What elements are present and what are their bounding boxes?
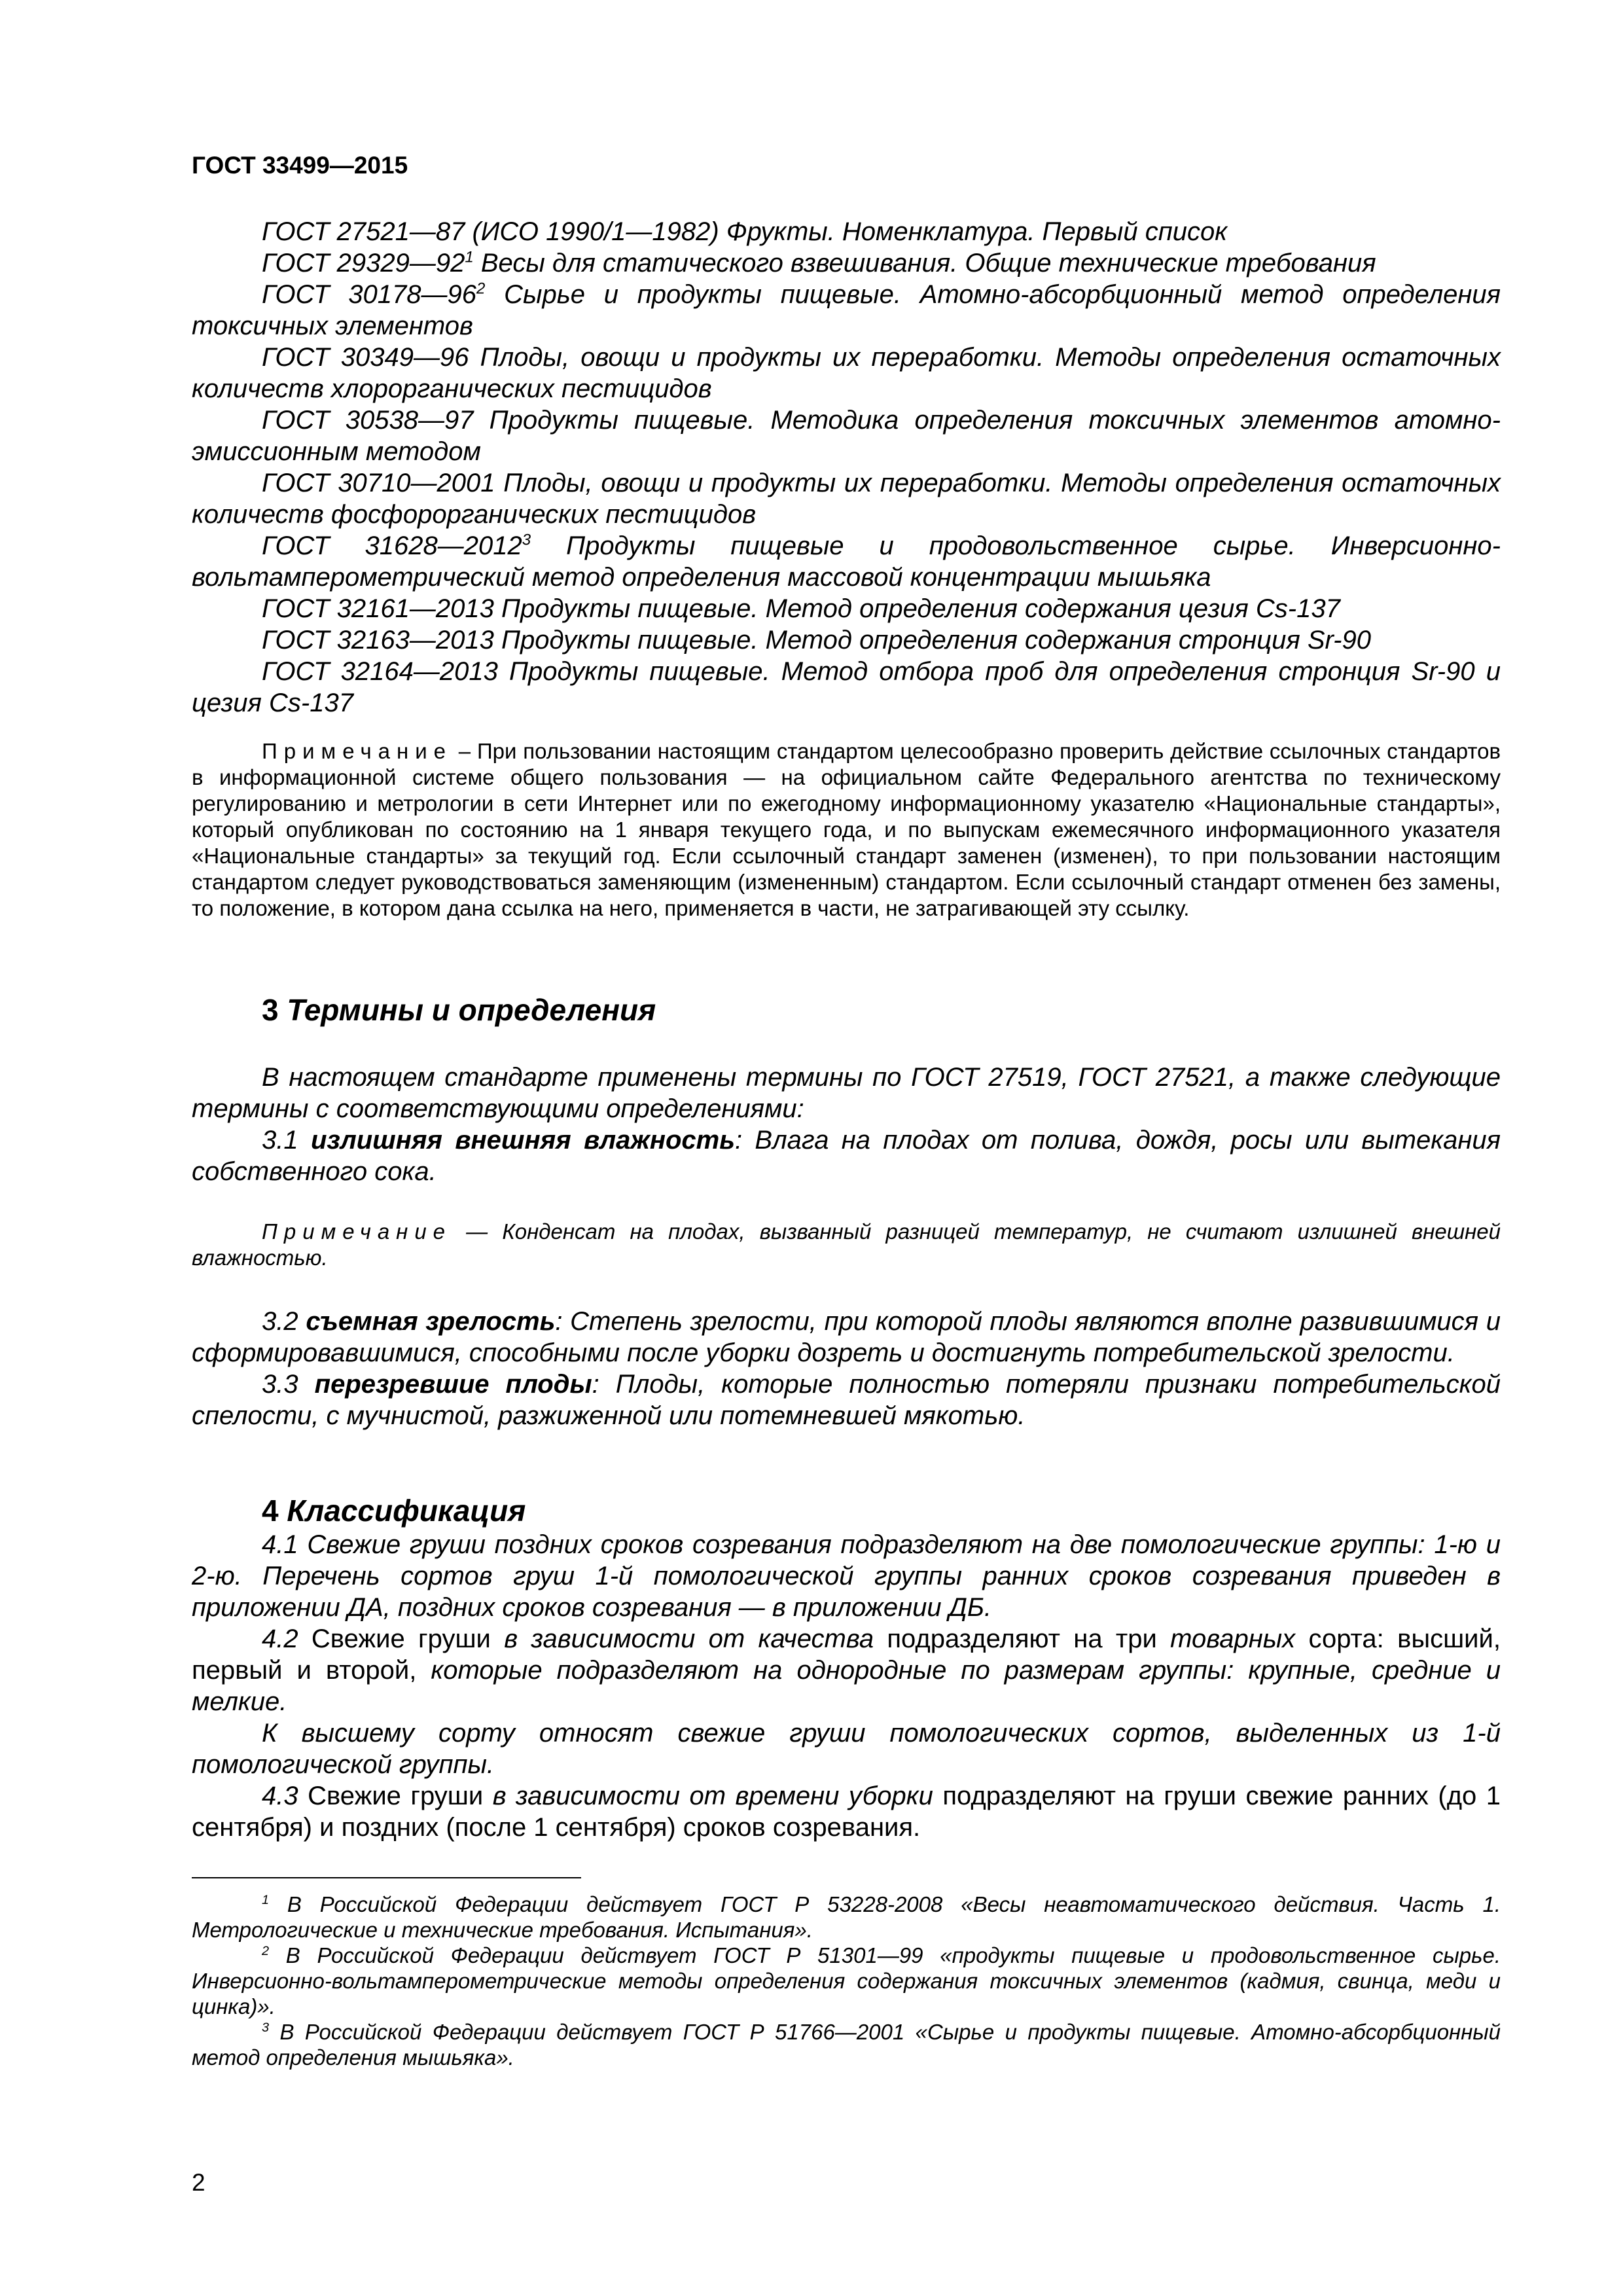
footnote-marker: 3 (522, 531, 531, 549)
reference-item (192, 624, 1501, 656)
references-list (192, 216, 1501, 719)
reference-code: ГОСТ 30178—96 (262, 280, 477, 309)
clause-number: 4.2 (262, 1624, 298, 1653)
footnote-text: В Российской Федерации действует ГОСТ Р 51301—99 «продукты пищевые и продовольственное сырье. Инверсионно-вольтамперометрические методы определения содержания токсичных элементов (кадмия, свинца, меди и цинка)». (192, 1943, 1501, 2018)
reference-text: Весы для статического взвешивания. Общие технические требования (473, 249, 1376, 278)
term-note (192, 1219, 1501, 1271)
section-number: 4 (262, 1494, 287, 1528)
reference-item (192, 593, 1501, 624)
section-3-body (192, 1062, 1501, 1187)
section-paragraph (192, 1623, 1501, 1717)
term-name: излишняя внешняя влажность (310, 1126, 735, 1155)
text-run: подразделяют на три (874, 1624, 1171, 1653)
text-run: Свежие груши (298, 1624, 505, 1653)
text-run: которые подразделяют на однородные по размерам группы: крупные, средние и мелкие. (192, 1656, 1501, 1716)
section-number: 3 (262, 993, 287, 1027)
reference-item (192, 342, 1501, 404)
reference-item (192, 530, 1501, 593)
reference-code: ГОСТ 29329—92 (262, 249, 465, 278)
term-number: 3.2 (262, 1307, 306, 1336)
text-run: сорта: высший, первый и второй, (192, 1624, 1501, 1685)
reference-text: ГОСТ 32161—2013 Продукты пищевые. Метод определения содержания цезия Cs-137 (262, 594, 1340, 623)
note-paragraph (192, 738, 1501, 922)
footnote (192, 2019, 1501, 2070)
term-definition (192, 1369, 1501, 1431)
term-name: съемная зрелость (306, 1307, 556, 1336)
term-definition (192, 1124, 1501, 1187)
text-run: Свежие груши (298, 1782, 493, 1810)
term-definition (192, 1306, 1501, 1369)
note-paragraph (192, 1219, 1501, 1271)
section-heading (192, 992, 1501, 1028)
reference-item (192, 279, 1501, 342)
page-number: 2 (192, 2169, 205, 2196)
section-3 (192, 992, 1501, 1028)
text-run: подразделяют на груши свежие ранних (до 1 сентября) и поздних (после 1 сентября) сроков созревания. (192, 1782, 1501, 1842)
section-3-terms (192, 1306, 1501, 1431)
reference-item (192, 216, 1501, 247)
reference-text: ГОСТ 30538—97 Продукты пищевые. Методика определения токсичных элементов атомно-эмиссионным методом (192, 406, 1501, 466)
footnote-marker: 2 (262, 1944, 270, 1958)
section-paragraph: К высшему сорту относят свежие груши помологических сортов, выделенных из 1-й помологической группы. (192, 1719, 1501, 1779)
term-number: 3.3 (262, 1370, 315, 1399)
footnote-marker: 1 (262, 1893, 270, 1907)
section-paragraph (192, 1780, 1501, 1843)
section-intro: В настоящем стандарте применены термины по ГОСТ 27519, ГОСТ 27521, а также следующие термины с соответствующими определениями: (192, 1063, 1501, 1123)
reference-text: Сырье и продукты пищевые. Атомно-абсорбционный метод определения токсичных элементов (192, 280, 1501, 340)
clause-number: 4.3 (262, 1782, 298, 1810)
text-run: товарных (1170, 1624, 1296, 1653)
reference-item (192, 404, 1501, 467)
footnote-text: В Российской Федерации действует ГОСТ Р 51766—2001 «Сырье и продукты пищевые. Атомно-абсорбционный метод определения мышьяка». (192, 2020, 1501, 2070)
footnote-marker: 2 (476, 279, 486, 298)
reference-item (192, 656, 1501, 719)
note-block (192, 738, 1501, 922)
term-name: перезревшие плоды (314, 1370, 592, 1399)
term-definition-text: : Плоды, которые полностью потеряли признаки потребительской спелости, с мучнистой, разжиженной или потемневшей мякотью. (192, 1370, 1501, 1430)
section-title: Классификация (287, 1494, 526, 1528)
reference-item (192, 247, 1501, 279)
section-title: Термины и определения (287, 993, 656, 1027)
section-paragraph: 4.1 Свежие груши поздних сроков созревания подразделяют на две помологические группы: 1-ю и 2-ю. Перечень сортов груш 1-й помологической группы ранних сроков созревания приведен в приложении ДА, поздних сроков созревания — в приложении ДБ. (192, 1530, 1501, 1622)
note-text: – При пользовании настоящим стандартом целесообразно проверить действие ссылочных стандартов в информационной системе общего пользования — на официальном сайте Федерального агентства по техническому регулированию и метрологии в сети Интернет или по ежегодному информационному указателю «Национальные стандарты», который опубликован по состоянию на 1 января текущего года, и по выпускам ежемесячного информационного указателя «Национальные стандарты» за текущий год. Если ссылочный стандарт заменен (изменен), то при пользовании настоящим стандартом следует руководствоваться заменяющим (измененным) стандартом. Если ссылочный стандарт отменен без замены, то положение, в котором дана ссылка на него, применяется в части, не затрагивающей эту ссылку. (192, 739, 1501, 920)
reference-text: ГОСТ 30349—96 Плоды, овощи и продукты их переработки. Методы определения остаточных количеств хлорорганических пестицидов (192, 343, 1501, 403)
section-heading (192, 1492, 1501, 1529)
reference-text: ГОСТ 27521—87 (ИСО 1990/1—1982) Фрукты. Номенклатура. Первый список (262, 217, 1228, 246)
term-definition-text: : Степень зрелости, при которой плоды являются вполне развившимися и сформировавшимися, способными после уборки дозреть и достигнуть потребительской зрелости. (192, 1307, 1501, 1367)
footnote (192, 1892, 1501, 1943)
term-definition-text: : Влага на плодах от полива, дождя, росы или вытекания собственного сока. (192, 1126, 1501, 1186)
text-run: в зависимости от качества (504, 1624, 874, 1653)
text-run: в зависимости от времени уборки (492, 1782, 933, 1810)
footnote-separator (192, 1877, 581, 1878)
footnote-text: В Российской Федерации действует ГОСТ Р 53228-2008 «Весы неавтоматического действия. Часть 1. Метрологические и технические требования. Испытания». (192, 1892, 1501, 1942)
term-number: 3.1 (262, 1126, 311, 1155)
note-label: Примечание (262, 739, 453, 763)
reference-text: ГОСТ 32164—2013 Продукты пищевые. Метод отбора проб для определения стронция Sr-90 и цезия Cs-137 (192, 657, 1501, 717)
reference-code: ГОСТ 31628—2012 (262, 531, 522, 560)
reference-text: ГОСТ 32163—2013 Продукты пищевые. Метод определения содержания стронция Sr-90 (262, 626, 1371, 655)
footnote (192, 1943, 1501, 2019)
note-text: — Конденсат на плодах, вызванный разницей температур, не считают излишней внешней влажностью. (192, 1219, 1501, 1270)
reference-text: Продукты пищевые и продовольственное сырье. Инверсионно-вольтамперометрический метод определения массовой концентрации мышьяка (192, 531, 1501, 592)
footnotes (192, 1892, 1501, 2070)
document-header: ГОСТ 33499—2015 (192, 152, 408, 179)
reference-item (192, 467, 1501, 530)
note-label: Примечание (262, 1219, 452, 1244)
reference-text: ГОСТ 30710—2001 Плоды, овощи и продукты их переработки. Методы определения остаточных количеств фосфорорганических пестицидов (192, 469, 1501, 529)
footnote-marker: 3 (262, 2020, 270, 2035)
section-4 (192, 1492, 1501, 1843)
footnote-marker: 1 (465, 248, 474, 266)
